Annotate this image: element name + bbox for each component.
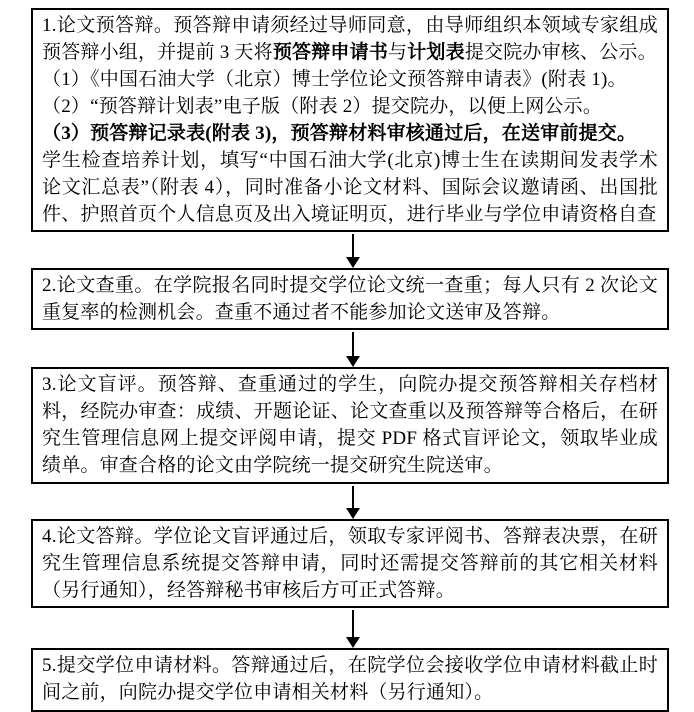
arrow-line	[352, 332, 354, 356]
down-arrow-2	[346, 330, 360, 367]
flow-box-paragraph	[42, 120, 658, 147]
text-run: （2）“预答辩计划表”电子版（附表 2）提交院办，以便上网公示。	[42, 96, 603, 117]
flow-box-paragraph	[42, 371, 658, 479]
flow-box-step-2-plagiarism-check	[31, 268, 669, 330]
flow-box-paragraph	[42, 66, 658, 93]
text-run: 4.论文答辩。学位论文盲评通过后，领取专家评阅书、答辩表决票，在研究生管理信息系统提交答辩申请，同时还需提交答辩前的其它相关材料（另行通知），经答辩秘书审核后方可正式答辩。	[42, 526, 658, 601]
flow-box-step-3-blind-review	[31, 367, 669, 484]
bold-text-run: 预答辩申请书	[272, 42, 389, 63]
flow-box-paragraph	[42, 12, 658, 66]
text-run: 3.论文盲评。预答辩、查重通过的学生，向院办提交预答辩相关存档材料，经院办审查：成绩、开题论证、论文查重以及预答辩等合格后，在研究生管理信息网上提交评阅申请，提交 PDF 格式盲评论文，领取毕业成绩单。审查合格的论文由学院统一提交研究生院送审。	[42, 374, 658, 476]
bold-text-run: （3）预答辩记录表(附表 3)，预答辩材料审核通过后，在送审前提交。	[42, 123, 637, 144]
down-arrow-3	[346, 484, 360, 519]
text-run: （1）《中国石油大学（北京）博士学位论文预答辩申请表》(附表 1)。	[42, 69, 627, 90]
text-run: 提交院办审核、公示。	[464, 42, 657, 63]
down-arrow-4	[346, 608, 360, 648]
bold-text-run: 计划表	[407, 42, 465, 63]
arrow-head-down-icon	[346, 508, 360, 519]
down-arrow-1	[346, 232, 360, 268]
arrow-line	[352, 486, 354, 508]
text-run: 学生检查培养计划，填写“中国石油大学(北京)博士生在读期间发表学术论文汇总表”（附表 4），同时准备小论文材料、国际会议邀请函、出国批件、护照首页个人信息页及出入境证明页，进行毕业与学位申请资格自查	[42, 150, 658, 225]
flow-box-step-4-thesis-defense	[31, 519, 669, 608]
arrow-head-down-icon	[346, 637, 360, 648]
arrow-head-down-icon	[346, 356, 360, 367]
flow-box-paragraph	[42, 147, 658, 228]
arrow-head-down-icon	[346, 257, 360, 268]
text-run: 2.论文查重。在学院报名同时提交学位论文统一查重；每人只有 2 次论文重复率的检测机会。查重不通过者不能参加论文送审及答辩。	[42, 275, 658, 323]
text-run: 5.提交学位申请材料。答辩通过后，在院学位会接收学位申请材料截止时间之前，向院办提交学位申请相关材料（另行通知）。	[42, 655, 658, 703]
arrow-line	[352, 610, 354, 637]
flow-box-paragraph	[42, 272, 658, 326]
text-run: 与	[388, 42, 408, 63]
flow-box-paragraph	[42, 523, 658, 604]
flow-box-paragraph	[42, 652, 658, 706]
flow-box-step-1-thesis-pre-defense	[31, 8, 669, 232]
arrow-line	[352, 234, 354, 257]
text-run: 1.论文预答辩。预答辩申请须经过导师同意，由导师组织本领域专家组成预答辩小组，并提前 3 天将	[42, 15, 658, 63]
flow-box-step-5-submit-degree-application	[31, 648, 669, 712]
flow-box-paragraph	[42, 93, 658, 120]
